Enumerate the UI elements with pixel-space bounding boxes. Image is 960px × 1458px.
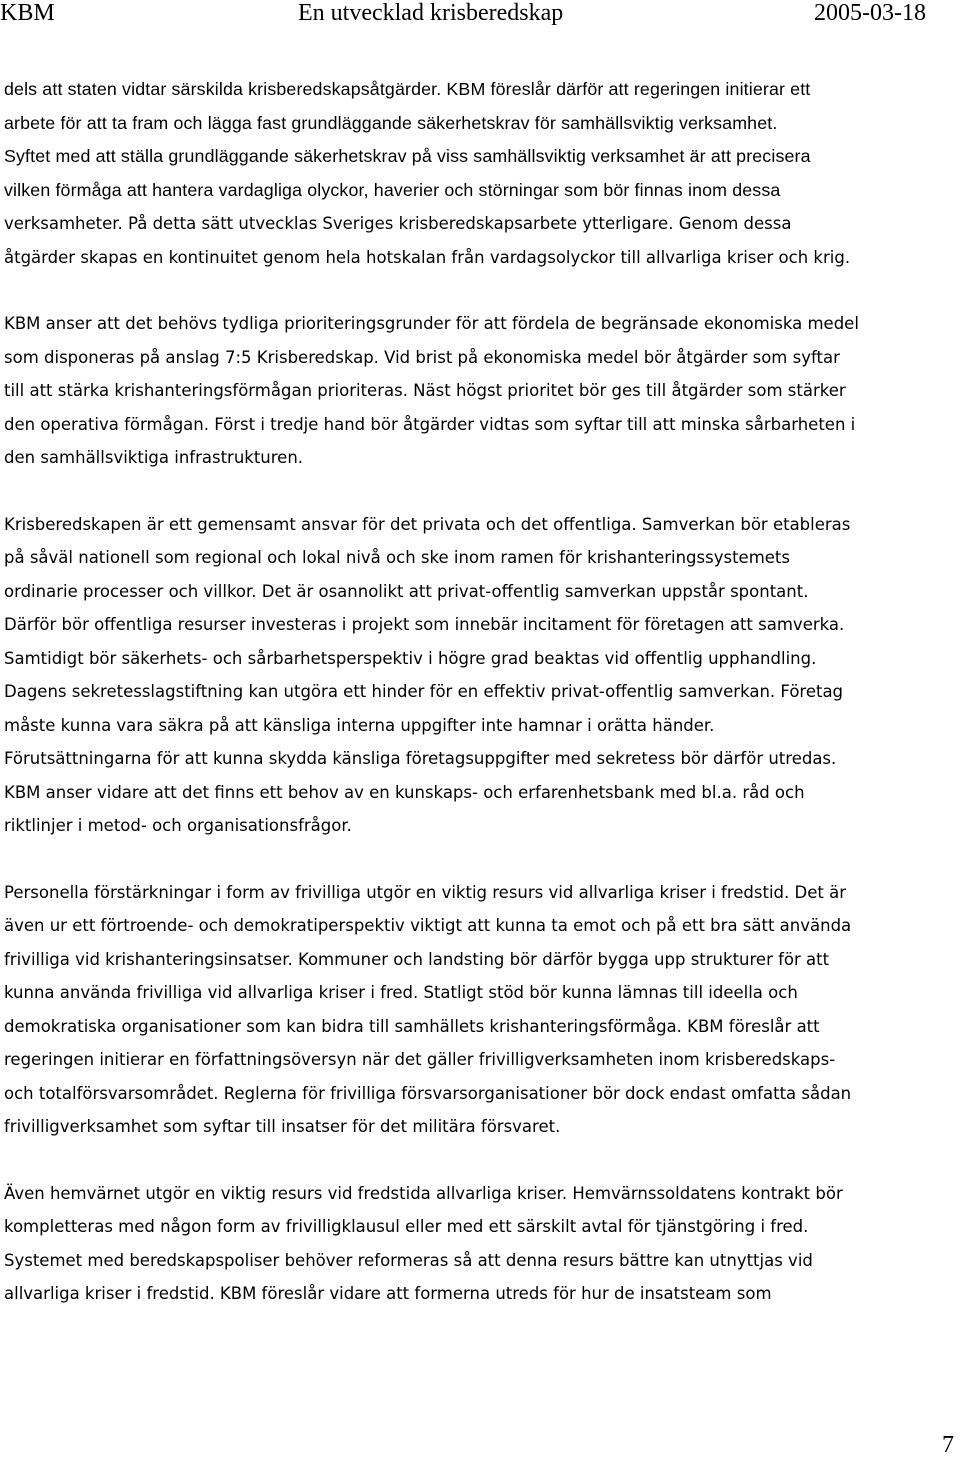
text-line: Systemet med beredskapspoliser behöver reformeras så att denna resurs bättre kan utnyttjas vid [4, 1250, 813, 1270]
paragraph-4 [4, 876, 956, 1144]
text-line: ordinarie processer och villkor. Det är osannolikt att privat-offentlig samverkan uppstår spontant. [4, 581, 809, 601]
text-line: vilken förmåga att hantera vardagliga olyckor, haverier och störningar som bör finnas inom dessa [4, 179, 781, 200]
page-number: 7 [942, 1432, 954, 1458]
header-org: KBM [0, 0, 55, 26]
header-date: 2005-03-18 [814, 0, 926, 26]
text-line: Även hemvärnet utgör en viktig resurs vid fredstida allvarliga kriser. Hemvärnssoldatens kontrakt bör [4, 1183, 843, 1203]
text-line: åtgärder skapas en kontinuitet genom hela hotskalan från vardagsolyckor till allvarliga kriser och krig. [4, 247, 851, 267]
page-header [0, 0, 960, 30]
text-line: KBM anser vidare att det finns ett behov av en kunskaps- och erfarenhetsbank med bl.a. råd och [4, 782, 805, 802]
text-line: kompletteras med någon form av frivilligklausul eller med ett särskilt avtal för tjänstgöring i fred. [4, 1217, 809, 1236]
text-line: arbete för att ta fram och lägga fast grundläggande säkerhetskrav för samhällsviktig verksamhet. [4, 112, 778, 133]
text-line: den samhällsviktiga infrastrukturen. [4, 448, 304, 467]
text-line: demokratiska organisationer som kan bidra till samhällets krishanteringsförmåga. KBM föreslår att [4, 1016, 820, 1036]
text-line: Samtidigt bör säkerhets- och sårbarhetsperspektiv i högre grad beaktas vid offentlig upphandling. [4, 648, 817, 668]
text-line: allvarliga kriser i fredstid. KBM föreslår vidare att formerna utreds för hur de insatsteam som [4, 1284, 772, 1303]
text-line: KBM anser att det behövs tydliga prioriteringsgrunder för att fördela de begränsade ekonomiska medel [4, 314, 859, 333]
text-line: och totalförsvarsområdet. Reglerna för frivilliga försvarsorganisationer bör dock endast omfatta sådan [4, 1083, 852, 1103]
text-line: regeringen initierar en författningsöversyn när det gäller frivilligverksamheten inom krisberedskaps- [4, 1050, 836, 1069]
text-line: Krisberedskapen är ett gemensamt ansvar för det privata och det offentliga. Samverkan bör etableras [4, 514, 851, 534]
text-line: frivilligverksamhet som syftar till insatser för det militära försvaret. [4, 1117, 561, 1136]
text-line: Därför bör offentliga resurser investeras i projekt som innebär incitament för företagen att samverka. [4, 615, 845, 634]
document-body [4, 73, 956, 1344]
text-line: som disponeras på anslag 7:5 Krisberedskap. Vid brist på ekonomiska medel bör åtgärder som syftar [4, 347, 840, 367]
text-line: Dagens sekretesslagstiftning kan utgöra ett hinder för en effektiv privat-offentlig samverkan. Företag [4, 682, 844, 701]
text-line: den operativa förmågan. Först i tredje hand bör åtgärder vidtas som syftar till att minska sårbarheten i [4, 414, 856, 434]
paragraph-5 [4, 1177, 956, 1311]
text-line: även ur ett förtroende- och demokratiperspektiv viktigt att kunna ta emot och på ett bra sätt använda [4, 916, 852, 935]
paragraph-3 [4, 508, 956, 843]
text-line: på såväl nationell som regional och lokal nivå och ske inom ramen för krishanteringssystemets [4, 548, 790, 567]
text-line: måste kunna vara säkra på att känsliga interna uppgifter inte hamnar i orätta händer. [4, 715, 715, 735]
text-line: riktlinjer i metod- och organisationsfrågor. [4, 816, 352, 835]
header-title: En utvecklad krisberedskap [298, 0, 564, 26]
text-line: kunna använda frivilliga vid allvarliga kriser i fred. Statligt stöd bör kunna lämnas till ideella och [4, 983, 798, 1002]
paragraph-2 [4, 307, 956, 475]
text-line: till att stärka krishanteringsförmågan prioriteras. Näst högst prioritet bör ges till åtgärder som stärker [4, 381, 846, 400]
text-line: dels att staten vidtar särskilda krisberedskapsåtgärder. KBM föreslår därför att regeringen initierar ett [4, 79, 811, 99]
paragraph-1 [4, 73, 956, 274]
text-line: Personella förstärkningar i form av frivilliga utgör en viktig resurs vid allvarliga kriser i fredstid. Det är [4, 882, 846, 902]
text-line: frivilliga vid krishanteringsinsatser. Kommuner och landsting bör därför bygga upp strukturer för att [4, 949, 830, 969]
text-line: Förutsättningarna för att kunna skydda känsliga företagsuppgifter med sekretess bör därför utredas. [4, 749, 837, 768]
text-line: verksamheter. På detta sätt utvecklas Sveriges krisberedskapsarbete ytterligare. Genom dessa [4, 214, 792, 233]
text-line: Syftet med att ställa grundläggande säkerhetskrav på viss samhällsviktig verksamhet är att precisera [4, 146, 811, 166]
